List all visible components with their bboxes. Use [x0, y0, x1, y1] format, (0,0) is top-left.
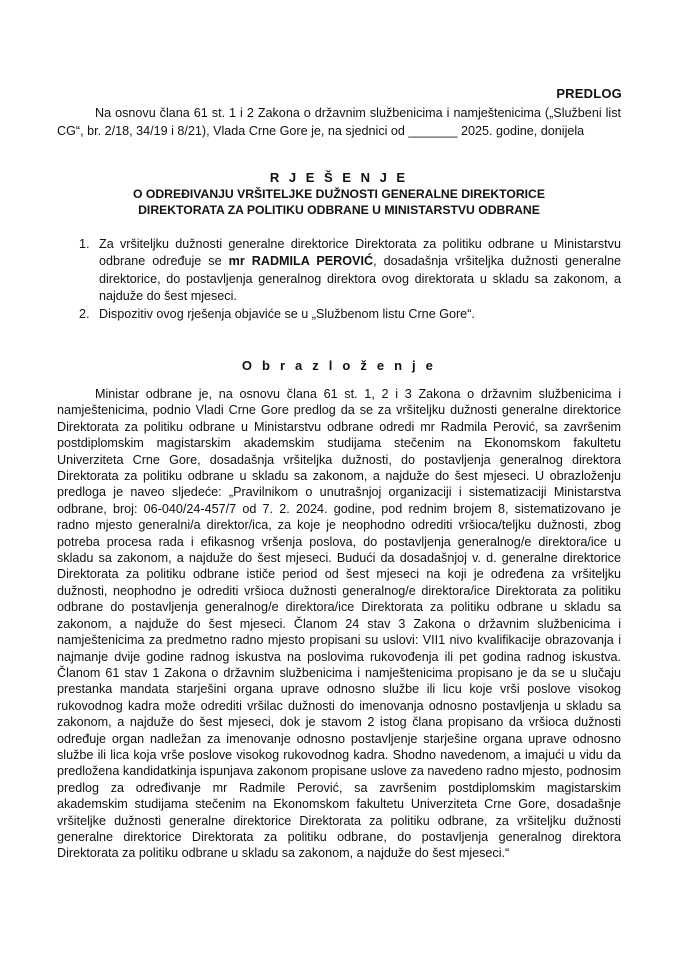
point-number: 2. [79, 306, 90, 321]
appointee-name: mr RADMILA PEROVIĆ [228, 254, 374, 269]
decision-points-list [57, 236, 621, 323]
decision-title: R J E Š E N J E [269, 170, 409, 185]
decision-point [57, 306, 621, 323]
point-text-before: Za vršiteljku dužnosti generalne direktorice Direktorata za politiku odbrane u Ministarstvu odbrane određuje se [99, 237, 621, 269]
decision-subtitle-line-2: DIREKTORATA ZA POLITIKU ODBRANE U MINISTARSTVU ODBRANE [138, 203, 540, 217]
point-text-after: , dosadašnja vršiteljka dužnosti generalne direktorice, do postavljenja generalnog direktora ovog direktorata u skladu sa zakonom, a najduže do šest mjeseci. [99, 254, 622, 304]
point-text-before: Dispozitiv ovog rješenja objaviće se u „Službenom listu Crne Gore“. [99, 306, 475, 321]
reasoning-paragraph: Ministar odbrane je, na osnovu člana 61 st. 1, 2 i 3 Zakona o državnim službenicima i namještenicima, podnio Vladi Crne Gore predlog da se za vršiteljku dužnosti generalne direktorice Direktorata za politiku odbrane u Ministarstvu odbrane odredi mr Radmila Perović, sa završenim postdiplomskim magistarskim akademskim studijama stečenim na Ekonomskom fakultetu Univerziteta Crne Gore, dosadašnja vršiteljka dužnosti, do postavljenja generalnog direktora Direktorata za politiku odbrane u skladu sa zakonom, a najduže do šest mjeseci. U obrazloženju predloga je naveo sljedeće: „Pravilnikom o unutrašnjoj organizaciji i sistematizaciji Ministarstva odbrane, broj: 06-040/24-457/7 od 7. 2. 2024. godine, pod rednim brojem 8, sistematizovano je radno mjesto generalni/a direktor/ica, za koje je neophodno odrediti vršioca/teljku dužnosti, zbog potreba procesa rada i efikasnog vršenja poslova, do postavljenja generalnog/e direktora/ice u skladu sa zakonom, a najduže do šest mjeseci. Budući da dosadašnjoj v. d. generalne direktorice Direktorata za politiku odbrane ističe period od šest mjeseci na koji je određena za vršiteljku dužnosti, neophodno je odrediti vršioca dužnosti generalnog/e direktora/ice Direktorata za politiku odbrane do postavljenja generalnog/e direktora/ice Direktorata za politiku odbrane u skladu sa zakonom, a najduže do šest mjeseci. Članom 24 stav 3 Zakona o državnim službenicima i namještenicima za predmetno radno mjesto propisani su uslovi: VII1 nivo kvalifikacije obrazovanja i najmanje dvije godine radnog iskustva na poslovima rukovođenja ili pet godina radnog iskustva. Članom 61 stav 1 Zakona o državnim službenicima i namještenicima propisano je da se u slučaju prestanka mandata starješini organa uprave odnosno službe ili licu koje vrši poslove visokog rukovodnog kadra može odrediti vršilac dužnosti do imenovanja odnosno postavljenja u skladu sa zakonom, a najduže do šest mjeseci, dok je stavom 2 istog člana propisano da vršioca dužnosti određuje organ nadležan za imenovanje odnosno postavljenje starješine organa uprave odnosno službe ili lica koja vrše poslove visokog rukovodnog kadra. Shodno navedenom, a imajući u vidu da predložena kandidatkinja ispunjava zakonom propisane uslove za navedeno radno mjesto, podnosim predlog za određivanje mr Radmile Perović, sa završenim postdiplomskim magistarskim akademskim studijama stečenim na Ekonomskom fakultetu Univerziteta Crne Gore, dosadašnje vršiteljke dužnosti generalne direktorice Direktorata za politiku odbrane, za vršiteljku dužnosti generalne direktorice Direktorata za politiku odbrane, do postavljenja generalnog direktora Direktorata za politiku odbrane u skladu sa zakonom, a najduže do šest mjeseci.“ [57, 387, 621, 861]
decision-point [57, 236, 621, 306]
proposal-label: PREDLOG [556, 86, 622, 101]
decision-title-block [57, 170, 621, 218]
intro-paragraph: Na osnovu člana 61 st. 1 i 2 Zakona o državnim službenicima i namještenicima („Službeni list CG“, br. 2/18, 34/19 i 8/21), Vlada Crne Gore je, na sjednici od _______ 2025. godine, donijela [57, 106, 621, 138]
decision-subtitle-line-1: O ODREĐIVANJU VRŠITELJKE DUŽNOSTI GENERALNE DIREKTORICE [133, 187, 545, 201]
point-number: 1. [79, 237, 90, 251]
reasoning-heading: O b r a z l o ž e n j e [241, 358, 437, 373]
